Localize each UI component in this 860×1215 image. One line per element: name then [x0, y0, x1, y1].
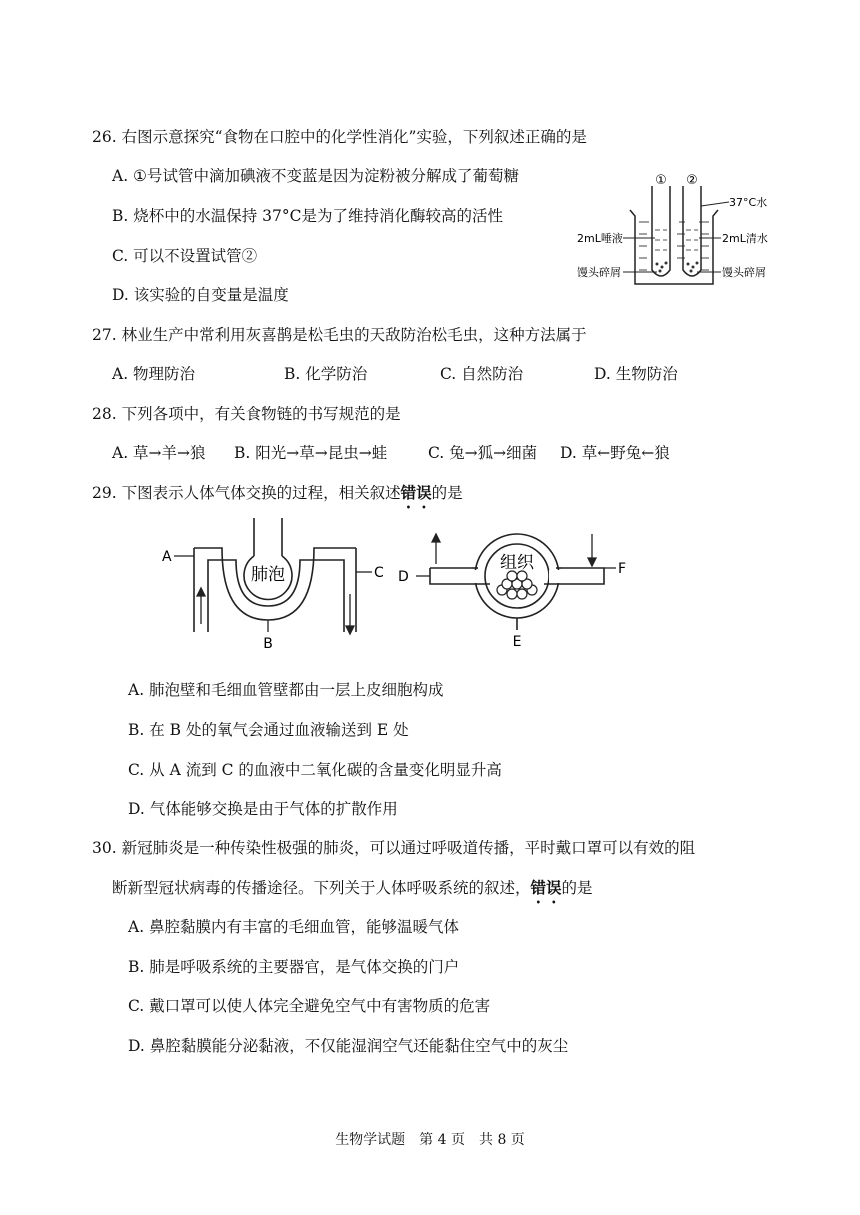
q27-option-c: C. 自然防治 [440, 365, 524, 383]
bread-right-label: 馒头碎屑 [722, 266, 766, 279]
tissue-label: 组织 [500, 553, 534, 573]
clear-water-label: 2mL清水 [722, 232, 768, 245]
bread-left-label: 馒头碎屑 [577, 266, 621, 279]
q29-option-d: D. 气体能够交换是由于气体的扩散作用 [128, 800, 398, 818]
tube2-label: ② [686, 173, 698, 188]
alveolus-label: 肺泡 [251, 565, 285, 585]
q29-gas-exchange-figure [160, 514, 650, 652]
q30-stem-suffix: 的是 [561, 879, 593, 897]
q28-stem: 28. 下列各项中，有关食物链的书写规范的是 [92, 405, 401, 423]
label-c: C [374, 565, 384, 581]
q28-option-c: C. 兔→狐→细菌 [428, 444, 538, 462]
q29-stem [92, 483, 463, 512]
q29-stem-emphasis: 错误 [400, 483, 432, 502]
q26-option-c: C. 可以不设置试管② [112, 247, 258, 265]
q26-option-d: D. 该实验的自变量是温度 [112, 286, 289, 304]
q30-stem-prefix: 断新型冠状病毒的传播途径。下列关于人体呼吸系统的叙述， [112, 879, 531, 897]
q29-option-c: C. 从 A 流到 C 的血液中二氧化碳的含量变化明显升高 [128, 761, 502, 779]
q30-stem-line1: 30. 新冠肺炎是一种传染性极强的肺炎，可以通过呼吸道传播，平时戴口罩可以有效的阻 [92, 839, 696, 857]
label-d: D [398, 569, 409, 585]
q29-stem-prefix: 29. 下图表示人体气体交换的过程，相关叙述 [92, 484, 401, 502]
q27-options [112, 364, 752, 384]
q26-stem: 26. 右图示意探究“食物在口腔中的化学性消化”实验，下列叙述正确的是 [92, 128, 587, 146]
q26-option-b: B. 烧杯中的水温保持 37°C是为了维持消化酶较高的活性 [112, 207, 504, 225]
q30-stem-line2 [112, 878, 593, 907]
saliva-label: 2mL唾液 [577, 232, 623, 245]
q26-option-a: A. ①号试管中滴加碘液不变蓝是因为淀粉被分解成了葡萄糖 [112, 167, 519, 185]
label-a: A [162, 549, 172, 565]
q30-option-b: B. 肺是呼吸系统的主要器官，是气体交换的门户 [128, 958, 460, 976]
q30-option-a: A. 鼻腔黏膜内有丰富的毛细血管，能够温暖气体 [128, 918, 460, 936]
q30-option-c: C. 戴口罩可以使人体完全避免空气中有害物质的危害 [128, 997, 491, 1015]
q27-stem: 27. 林业生产中常利用灰喜鹊是松毛虫的天敌防治松毛虫，这种方法属于 [92, 326, 587, 344]
q28-options [112, 443, 752, 463]
q27-option-a: A. 物理防治 [112, 365, 196, 383]
page-footer: 生物学试题 第 4 页 共 8 页 [335, 1132, 525, 1148]
q27-option-b: B. 化学防治 [284, 365, 368, 383]
q30-stem-emphasis: 错误 [530, 878, 562, 897]
tube1-label: ① [655, 173, 667, 188]
q28-option-d: D. 草←野兔←狼 [560, 444, 670, 462]
q29-option-b: B. 在 B 处的氧气会通过血液输送到 E 处 [128, 721, 409, 739]
label-e: E [512, 634, 522, 650]
q29-stem-suffix: 的是 [431, 484, 463, 502]
label-f: F [618, 561, 627, 577]
q29-option-a: A. 肺泡壁和毛细血管壁都由一层上皮细胞构成 [128, 681, 444, 699]
q28-option-b: B. 阳光→草→昆虫→蛙 [234, 444, 388, 462]
water-temp-label: 37°C水 [729, 196, 768, 209]
label-b: B [263, 636, 273, 652]
q28-option-a: A. 草→羊→狼 [112, 444, 206, 462]
q26-test-tube-figure [575, 172, 785, 290]
q30-option-d: D. 鼻腔黏膜能分泌黏液，不仅能湿润空气还能黏住空气中的灰尘 [128, 1037, 569, 1055]
q27-option-d: D. 生物防治 [594, 365, 678, 383]
